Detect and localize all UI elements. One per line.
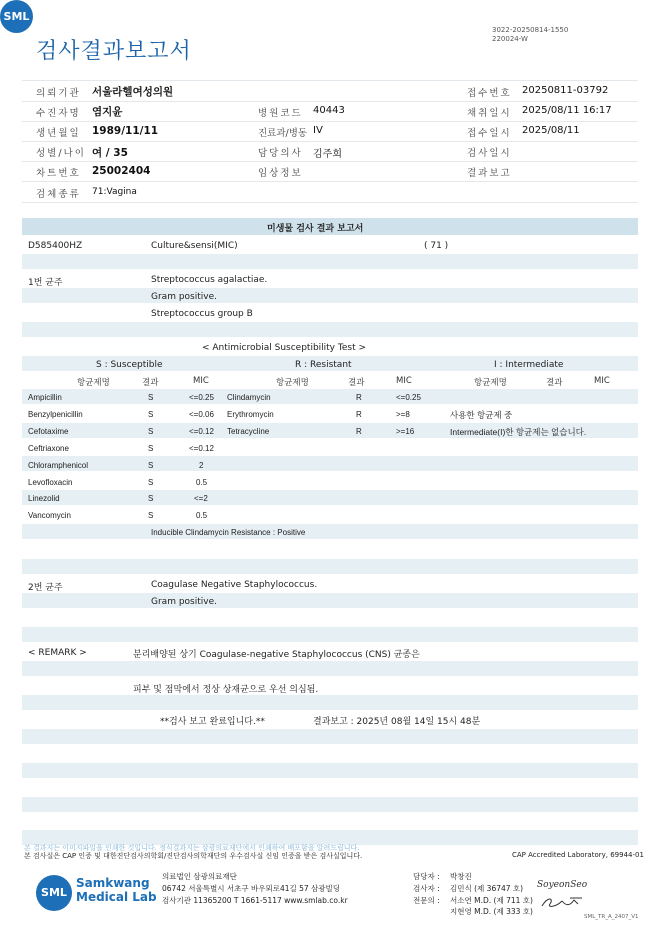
drug-result: S xyxy=(148,444,154,453)
cap-lab: CAP Accredited Laboratory, 69944-01 xyxy=(512,851,644,859)
drug-result: R xyxy=(356,393,362,402)
divider xyxy=(22,161,638,162)
test-code: D585400HZ xyxy=(28,241,83,251)
drug-result: S xyxy=(148,478,154,487)
divider xyxy=(22,202,638,203)
requesting-org-label: 의뢰기관 xyxy=(36,88,81,99)
organism-1-label: 1번 균주 xyxy=(28,278,63,288)
dept-label: 진료과/병동 xyxy=(258,128,308,139)
col-result-header: 결과 xyxy=(348,378,365,388)
tester-value: 김민식 (제 36747 호) xyxy=(450,884,524,893)
divider xyxy=(22,141,638,142)
organism-1-gram: Gram positive. xyxy=(151,292,217,302)
drug-result: S xyxy=(148,494,154,503)
received-value: 2025/08/11 xyxy=(522,125,580,136)
divider xyxy=(22,181,638,182)
specimen-value: 71:Vagina xyxy=(92,187,137,197)
form-code: SML_TR_A_2407_V1 xyxy=(584,914,639,920)
staff-label: 담당자 : xyxy=(413,872,440,881)
hospital-code-value: 40443 xyxy=(313,105,345,116)
row-band xyxy=(22,490,638,505)
drug-mic: 0.5 xyxy=(196,478,208,487)
requesting-org-value: 서울라헬여성의원 xyxy=(92,86,174,98)
samkwang-logo-text xyxy=(76,876,157,904)
col-mic-header: MIC xyxy=(594,376,610,386)
drug-result: S xyxy=(148,461,154,470)
remark-line-2: 피부 및 점막에서 정상 상재균으로 우선 의심됨. xyxy=(133,685,319,695)
cap-note: 본 검사실은 CAP 인증 및 대한진단검사의학회/진단검사의학재단의 우수검사실 신임 인증을 받은 검사실입니다. xyxy=(24,852,363,860)
page-title: 검사결과보고서 xyxy=(36,39,192,64)
drug-mic: <=2 xyxy=(194,494,208,503)
drug-name: Cefotaxime xyxy=(28,427,69,436)
drug-name: Vancomycin xyxy=(28,511,71,520)
staff-value: 박창진 xyxy=(450,872,472,881)
tester-signature: SoyeonSeo xyxy=(537,880,588,890)
specialist-value-2: 지현영 M.D. (제 333 호) xyxy=(450,907,533,916)
drug-result: S xyxy=(148,427,154,436)
doctor-label: 담당의사 xyxy=(258,148,303,159)
col-mic-header: MIC xyxy=(396,376,412,386)
tested-label: 검사일시 xyxy=(467,148,512,159)
samkwang-logo-icon: SML xyxy=(36,875,72,911)
drug-name: Erythromycin xyxy=(227,410,274,419)
row-band xyxy=(22,695,638,710)
patient-label: 수진자명 xyxy=(36,108,81,119)
test-number: ( 71 ) xyxy=(424,241,449,251)
dob-label: 생년월일 xyxy=(36,128,81,139)
drug-mic: <=0.06 xyxy=(189,410,214,419)
col-drug-header: 항균제명 xyxy=(474,378,507,388)
image-disclaimer: 본 결과지는 이미지파일을 인쇄한 것입니다. 정식결과지는 삼광의료재단에서 인쇄하여 배포함을 알려드립니다. xyxy=(24,844,360,852)
receipt-no-value: 20250811-03792 xyxy=(522,85,609,96)
report-complete-note: **검사 보고 완료입니다.** xyxy=(160,717,265,727)
specialist-label: 전문의 : xyxy=(413,896,440,905)
col-drug-header: 항균제명 xyxy=(276,378,309,388)
remark-line-1: 분리배양된 상기 Coagulase-negative Staphylococcus (CNS) 균종은 xyxy=(133,650,420,660)
drug-name: Chloramphenicol xyxy=(28,461,89,470)
receipt-no-label: 접수번호 xyxy=(467,88,512,99)
sex-age-value: 여 / 35 xyxy=(92,147,128,159)
patient-value: 염지윤 xyxy=(92,106,123,118)
row-band xyxy=(22,559,638,574)
drug-mic: <=0.12 xyxy=(189,444,214,453)
collected-label: 채취일시 xyxy=(467,108,512,119)
sml-logo: SML xyxy=(0,0,33,33)
legend-intermediate: I : Intermediate xyxy=(494,360,564,370)
org-name: 의료법인 삼광의료재단 xyxy=(162,872,237,881)
clinical-label: 임상정보 xyxy=(258,168,303,179)
organism-2-label: 2번 균주 xyxy=(28,583,63,593)
chart-label: 차트번호 xyxy=(36,168,81,179)
drug-result: R xyxy=(356,427,362,436)
row-band xyxy=(22,389,638,404)
divider xyxy=(22,121,638,122)
row-band xyxy=(22,797,638,812)
row-band xyxy=(22,456,638,471)
section-title: 미생물 검사 결과 보고서 xyxy=(267,224,364,234)
organism-2-gram: Gram positive. xyxy=(151,597,217,607)
reported-label: 결과보고 xyxy=(467,168,512,179)
drug-mic: >=8 xyxy=(396,410,410,419)
dob-value: 1989/11/11 xyxy=(92,125,159,137)
specimen-label: 검체종류 xyxy=(36,189,81,200)
received-label: 접수일시 xyxy=(467,128,512,139)
sex-age-label: 성별/나이 xyxy=(36,148,86,159)
document-number: 3022-20250814-1550 xyxy=(492,26,569,34)
col-result-header: 결과 xyxy=(546,378,563,388)
logo-name-line-2: Medical Lab xyxy=(76,890,157,904)
drug-result: R xyxy=(356,410,362,419)
col-result-header: 결과 xyxy=(142,378,159,388)
report-timestamp: 결과보고 : 2025년 08월 14일 15시 48분 xyxy=(313,717,481,727)
dept-value: IV xyxy=(313,125,323,136)
drug-name: Levofloxacin xyxy=(28,478,73,487)
drug-name: Benzylpenicillin xyxy=(28,410,83,419)
drug-name: Clindamycin xyxy=(227,393,271,402)
drug-mic: >=16 xyxy=(396,427,415,436)
org-contact: 검사기관 11365200 T 1661-5117 www.smlab.co.kr xyxy=(162,896,348,905)
divider xyxy=(22,101,638,102)
col-drug-header: 항균제명 xyxy=(77,378,110,388)
organism-1-name: Streptococcus agalactiae. xyxy=(151,275,268,285)
drug-name: Ampicillin xyxy=(28,393,62,402)
hospital-code-label: 병원코드 xyxy=(258,108,303,119)
drug-result: S xyxy=(148,410,154,419)
inducible-clindamycin-note: Inducible Clindamycin Resistance : Positive xyxy=(151,528,306,537)
row-band xyxy=(22,661,638,676)
row-band xyxy=(22,593,638,608)
drug-name: Linezolid xyxy=(28,494,60,503)
row-band xyxy=(22,322,638,337)
test-name: Culture&sensi(MIC) xyxy=(151,241,238,251)
organism-1-group: Streptococcus group B xyxy=(151,309,253,319)
drug-mic: <=0.25 xyxy=(189,393,214,402)
row-band xyxy=(22,524,638,539)
intermediate-note-1: 사용한 항균제 중 xyxy=(450,410,513,420)
document-subnumber: 220024-W xyxy=(492,35,528,43)
drug-mic: <=0.25 xyxy=(396,393,421,402)
specialist-value-1: 서소연 M.D. (제 711 호) xyxy=(450,896,533,905)
logo-name-line-1: Samkwang xyxy=(76,876,150,890)
organism-2-name: Coagulase Negative Staphylococcus. xyxy=(151,580,318,590)
row-band xyxy=(22,288,638,303)
collected-value: 2025/08/11 16:17 xyxy=(522,105,612,116)
tester-label: 검사자 : xyxy=(413,884,440,893)
col-mic-header: MIC xyxy=(193,376,209,386)
drug-result: S xyxy=(148,393,154,402)
ast-title: < Antimicrobial Susceptibility Test > xyxy=(202,343,366,353)
intermediate-note-2: Intermediate(I)한 항균제는 없습니다. xyxy=(450,427,587,437)
legend-susceptible: S : Susceptible xyxy=(96,360,163,370)
specialist-signature-icon xyxy=(540,894,586,910)
remark-label: < REMARK > xyxy=(28,648,87,658)
drug-mic: 0.5 xyxy=(196,511,208,520)
drug-mic: <=0.12 xyxy=(189,427,214,436)
row-band xyxy=(22,763,638,778)
drug-mic: 2 xyxy=(199,461,204,470)
drug-result: S xyxy=(148,511,154,520)
drug-name: Tetracycline xyxy=(227,427,270,436)
org-address: 06742 서울특별시 서초구 바우뫼로41길 57 삼광빌딩 xyxy=(162,884,341,893)
legend-resistant: R : Resistant xyxy=(295,360,352,370)
row-band xyxy=(22,729,638,744)
row-band xyxy=(22,627,638,642)
doctor-value: 김주희 xyxy=(313,149,342,160)
row-band xyxy=(22,254,638,269)
drug-name: Ceftriaxone xyxy=(28,444,69,453)
divider xyxy=(22,80,638,81)
chart-value: 25002404 xyxy=(92,165,151,177)
